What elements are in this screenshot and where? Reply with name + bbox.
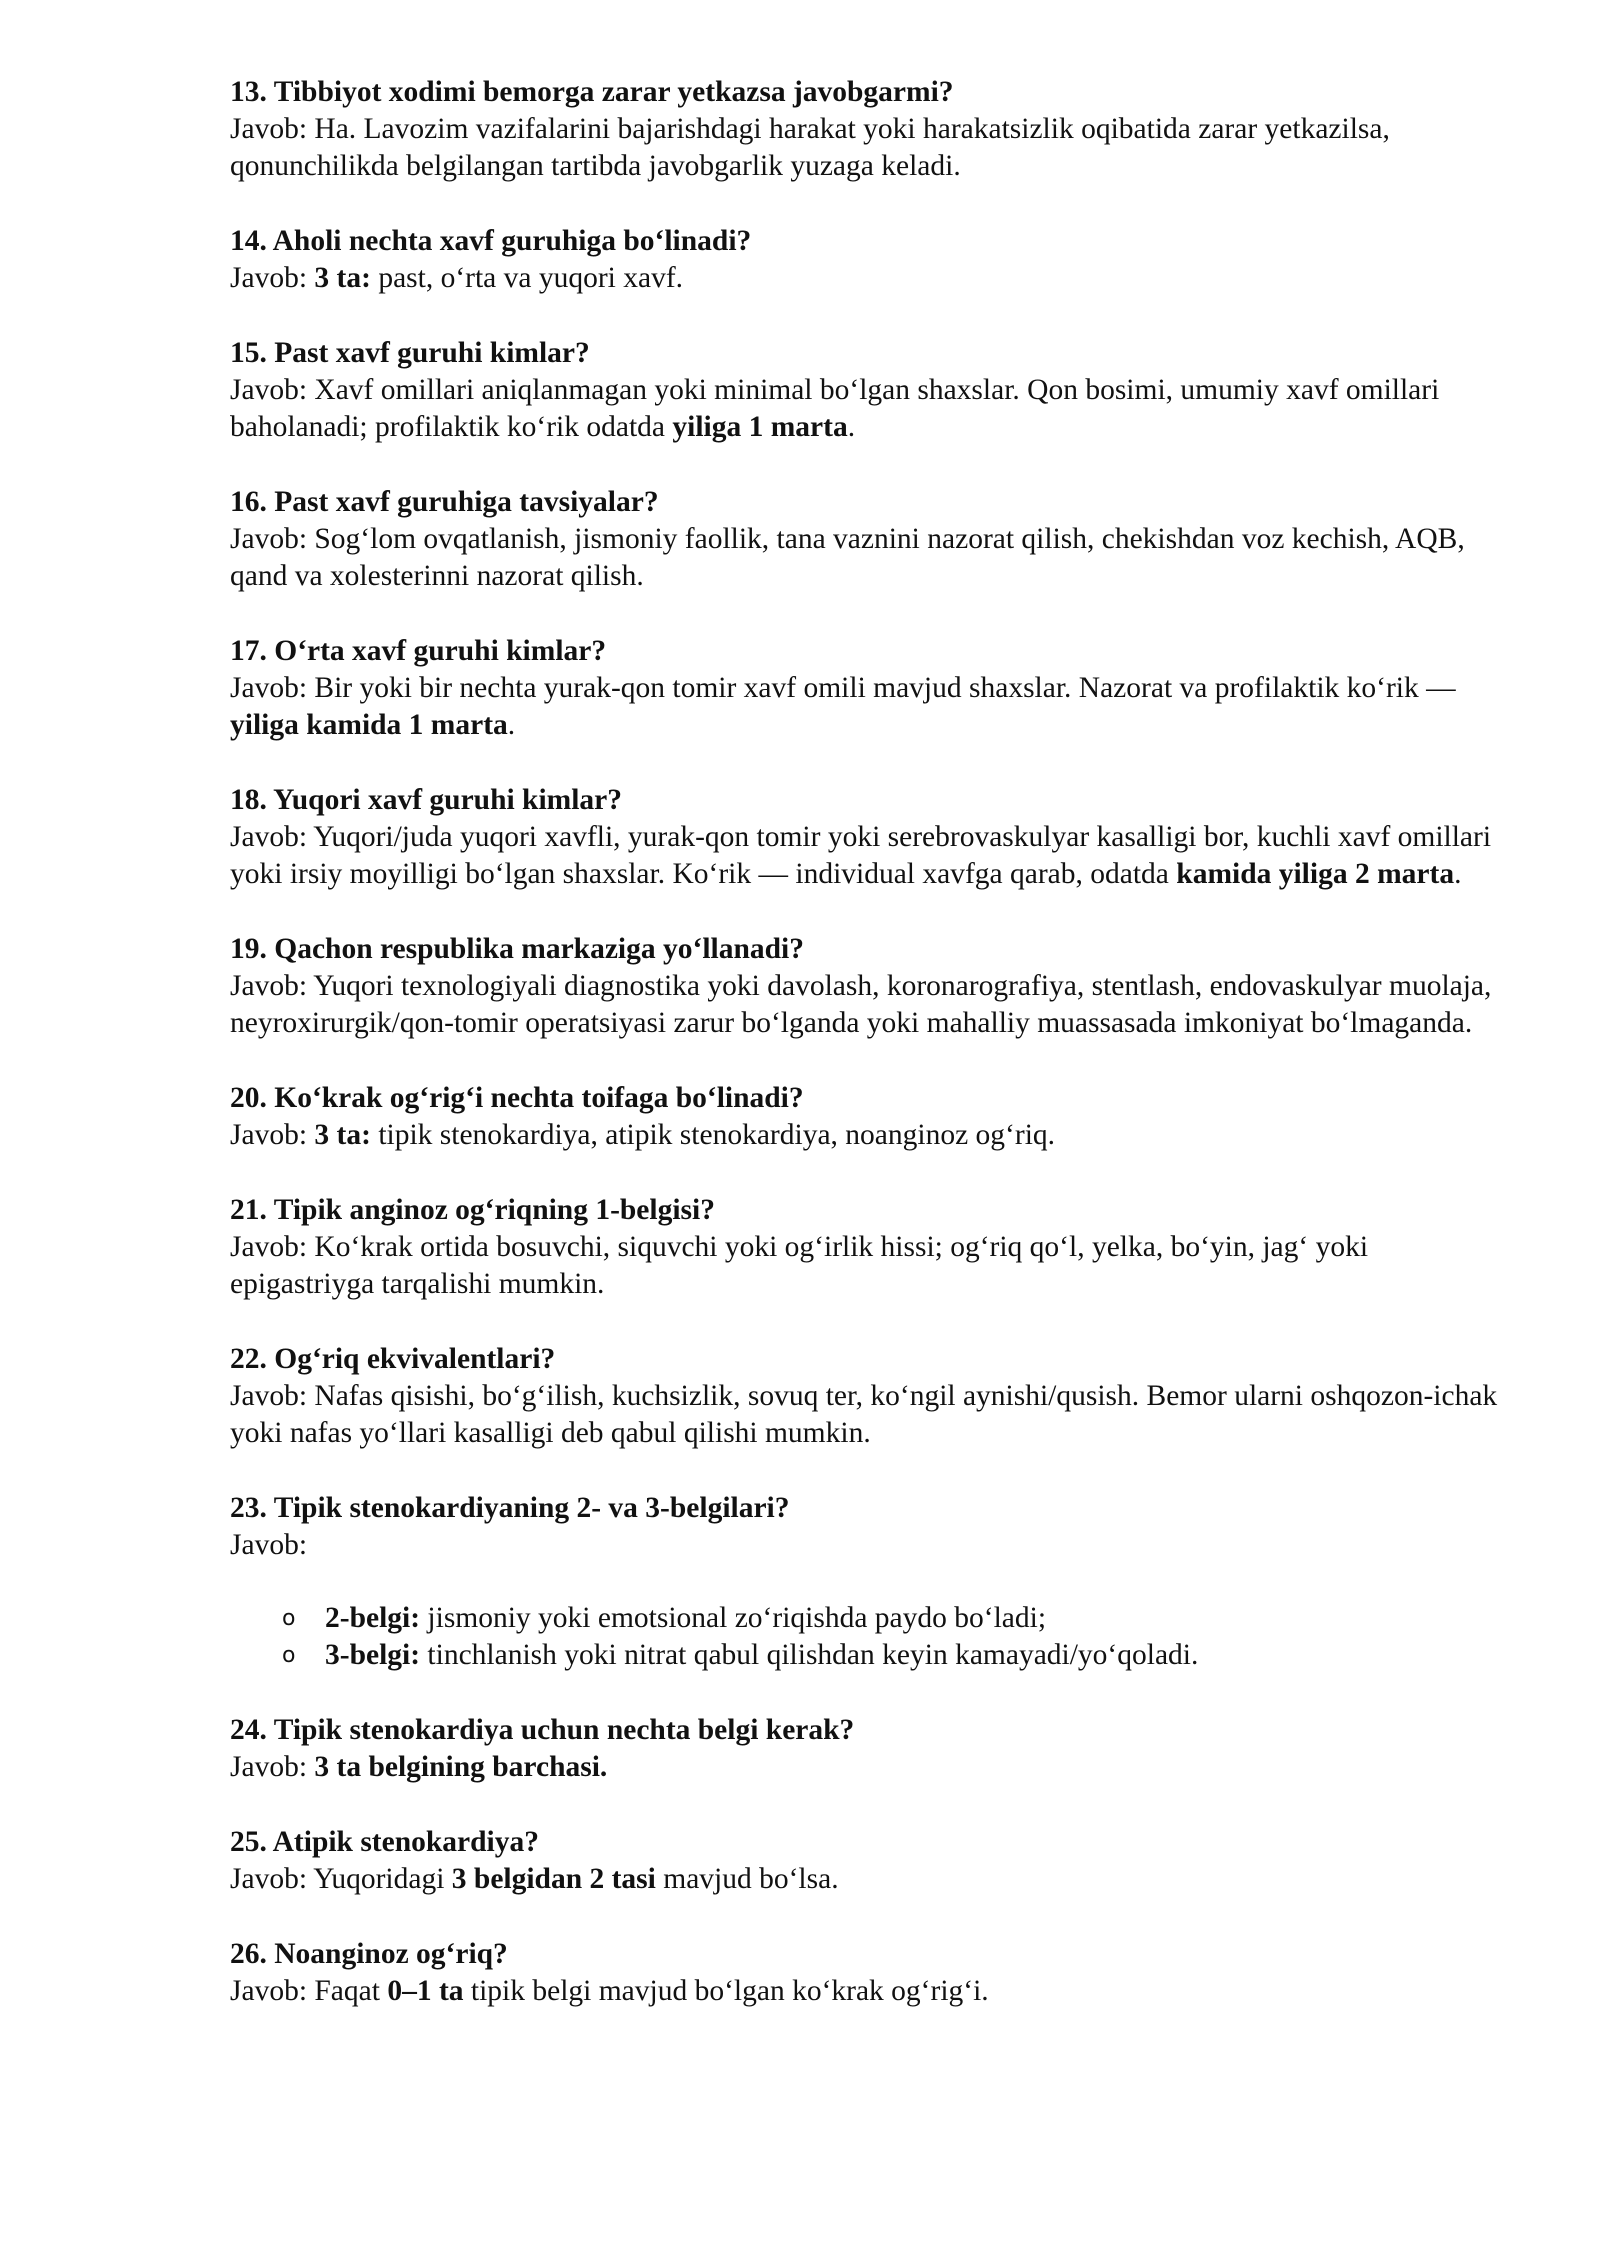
answer-text: Javob: Yuqori/juda yuqori xavfli, yurak-qon tomir yoki serebrovaskulyar kasalligi bor, kuchli xavf omillari yoki irsiy moyilligi bo‘lgan shaxslar. Ko‘rik — individual xavfga qarab, odatda: [230, 821, 1492, 890]
answer-text: .: [1454, 858, 1462, 890]
answer-bullet-list: [230, 1600, 1500, 1674]
question-block: [230, 931, 1500, 1042]
answer-text: mavjud bo‘lsa.: [655, 1863, 839, 1895]
question-heading: 23. Tipik stenokardiyaning 2- va 3-belgilari?: [230, 1492, 790, 1524]
question-block: [230, 782, 1500, 893]
question-heading: 22. Og‘riq ekvivalentlari?: [230, 1343, 556, 1375]
answer: [230, 111, 1500, 185]
answer: [230, 1527, 1500, 1564]
question-block: [230, 633, 1500, 744]
question-block: [230, 1341, 1500, 1452]
answer-emphasis: 3 belgidan 2 tasi: [451, 1863, 656, 1895]
answer-text: .: [847, 411, 856, 443]
answer-text: Javob: Bir yoki bir nechta yurak-qon tomir xavf omili mavjud shaxslar. Nazorat va profilaktik ko‘rik —: [230, 672, 1456, 704]
answer-text: Javob: Yuqori texnologiyali diagnostika yoki davolash, koronarografiya, stentlash, endovaskulyar muolaja, neyroxirurgik/qon-tomir operatsiyasi zarur bo‘lganda yoki mahalliy muassasada imkoniyat bo‘lmaganda.: [230, 970, 1492, 1039]
answer: [230, 1378, 1500, 1452]
question-block: [230, 1192, 1500, 1303]
answer-emphasis: 0–1 ta: [387, 1975, 464, 2007]
answer: [230, 670, 1500, 744]
answer-text: Javob: Ha. Lavozim vazifalarini bajarishdagi harakat yoki harakatsizlik oqibatida zarar yetkazilsa, qonunchilikda belgilangan tartibda javobgarlik yuzaga keladi.: [230, 113, 1390, 182]
answer-text: Javob: Xavf omillari aniqlanmagan yoki minimal bo‘lgan shaxslar. Qon bosimi, umumiy xavf omillari baholanadi; profilaktik ko‘rik odatda: [230, 374, 1440, 443]
question-block: [230, 1080, 1500, 1154]
answer-text: Javob:: [230, 262, 315, 294]
question-block: [230, 1824, 1500, 1898]
answer: [230, 1749, 1500, 1786]
question-block: [230, 484, 1500, 595]
question-heading: 25. Atipik stenokardiya?: [230, 1826, 539, 1858]
answer-text: past, o‘rta va yuqori xavf.: [370, 262, 684, 294]
answer: [230, 1117, 1500, 1154]
answer-text: Javob:: [230, 1751, 315, 1783]
circle-bullet-icon: o: [282, 1643, 296, 1668]
answer: [230, 968, 1500, 1042]
answer-emphasis: 3 ta:: [314, 1119, 371, 1151]
answer: [230, 372, 1500, 446]
answer-bullet-item: [230, 1637, 1500, 1674]
answer-text: Javob:: [230, 1119, 315, 1151]
question-block: [230, 223, 1500, 297]
answer: [230, 819, 1500, 893]
answer: [230, 1973, 1500, 2010]
answer-text: Javob: Faqat: [230, 1975, 388, 2007]
answer-text: jismoniy yoki emotsional zo‘riqishda paydo bo‘ladi;: [420, 1602, 1047, 1634]
answer-emphasis: 3 ta belgining barchasi.: [314, 1751, 608, 1783]
answer-emphasis: 3-belgi:: [325, 1639, 421, 1671]
question-block: [230, 1712, 1500, 1786]
answer-emphasis: yiliga 1 marta: [672, 411, 848, 443]
question-block: [230, 1936, 1500, 2010]
answer-text: tipik stenokardiya, atipik stenokardiya, noanginoz og‘riq.: [370, 1119, 1056, 1151]
answer: [230, 1229, 1500, 1303]
question-heading: 20. Ko‘krak og‘rig‘i nechta toifaga bo‘linadi?: [230, 1082, 804, 1114]
question-block: [230, 335, 1500, 446]
answer-emphasis: 2-belgi:: [325, 1602, 421, 1634]
answer-text: Javob: Ko‘krak ortida bosuvchi, siquvchi yoki og‘irlik hissi; og‘riq qo‘l, yelka, bo‘yin, jag‘ yoki epigastriyga tarqalishi mumkin.: [230, 1231, 1369, 1300]
question-heading: 14. Aholi nechta xavf guruhiga bo‘linadi?: [230, 225, 752, 257]
answer-text: tipik belgi mavjud bo‘lgan ko‘krak og‘rig‘i.: [463, 1975, 989, 2007]
answer: [230, 260, 1500, 297]
question-heading: 18. Yuqori xavf guruhi kimlar?: [230, 784, 623, 816]
answer-emphasis: 3 ta:: [314, 262, 371, 294]
answer-text: Javob:: [230, 1529, 308, 1561]
answer: [230, 1861, 1500, 1898]
question-block: [230, 1490, 1500, 1674]
answer-text: tinchlanish yoki nitrat qabul qilishdan keyin kamayadi/yo‘qoladi.: [420, 1639, 1199, 1671]
question-heading: 24. Tipik stenokardiya uchun nechta belgi kerak?: [230, 1714, 855, 1746]
question-heading: 26. Noanginoz og‘riq?: [230, 1938, 508, 1970]
answer-bullet-item: [230, 1600, 1500, 1637]
answer: [230, 521, 1500, 595]
question-heading: 21. Tipik anginoz og‘riqning 1-belgisi?: [230, 1194, 715, 1226]
question-heading: 13. Tibbiyot xodimi bemorga zarar yetkazsa javobgarmi?: [230, 76, 954, 108]
question-heading: 19. Qachon respublika markaziga yo‘llanadi?: [230, 933, 804, 965]
question-heading: 17. O‘rta xavf guruhi kimlar?: [230, 635, 607, 667]
answer-text: Javob: Sog‘lom ovqatlanish, jismoniy faollik, tana vaznini nazorat qilish, chekishdan voz kechish, AQB, qand va xolesterinni nazorat qilish.: [230, 523, 1465, 592]
answer-text: Javob: Yuqoridagi: [230, 1863, 452, 1895]
question-heading: 15. Past xavf guruhi kimlar?: [230, 337, 590, 369]
answer-text: .: [507, 709, 516, 741]
answer-emphasis: yiliga kamida 1 marta: [230, 709, 508, 741]
question-block: [230, 74, 1500, 185]
circle-bullet-icon: o: [282, 1606, 296, 1631]
answer-emphasis: kamida yiliga 2 marta: [1176, 858, 1455, 890]
question-heading: 16. Past xavf guruhiga tavsiyalar?: [230, 486, 659, 518]
document-page: [230, 74, 1500, 2048]
answer-text: Javob: Nafas qisishi, bo‘g‘ilish, kuchsizlik, sovuq ter, ko‘ngil aynishi/qusish. Bemor ularni oshqozon-ichak yoki nafas yo‘llari kasalligi deb qabul qilishi mumkin.: [230, 1380, 1498, 1449]
